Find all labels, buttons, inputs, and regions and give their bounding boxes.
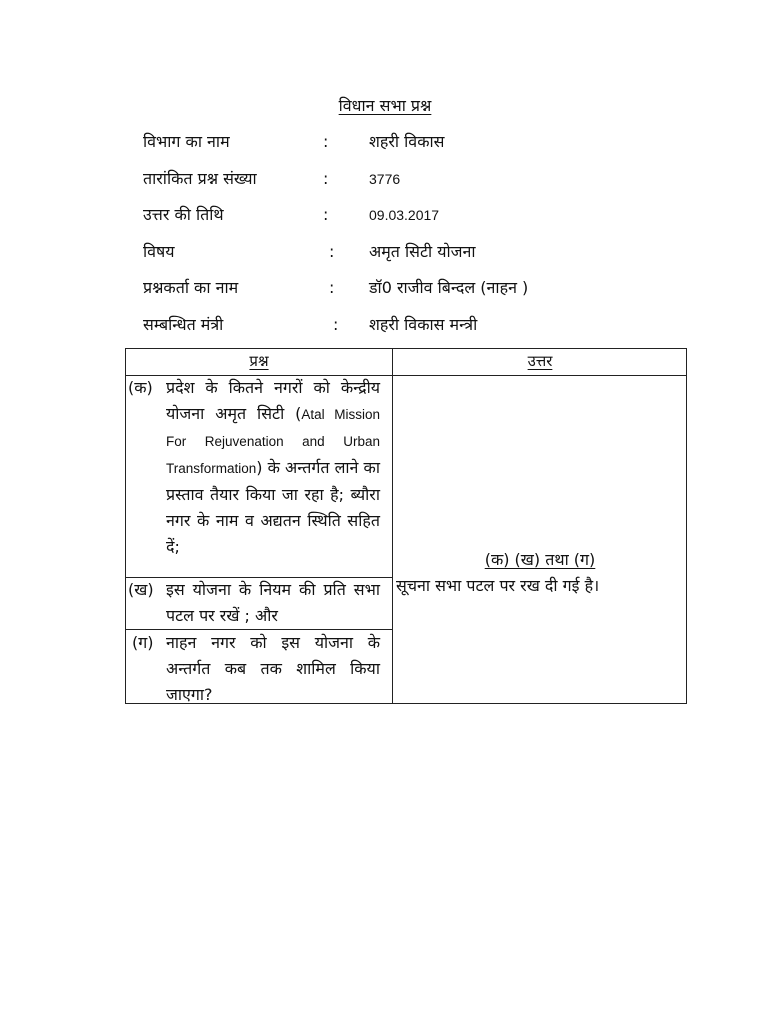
meta-value: अमृत सिटी योजना [369,241,476,261]
meta-colon: : [333,314,339,334]
answer-header: उत्तर [527,352,553,370]
meta-value: 3776 [369,170,401,187]
meta-label: तारांकित प्रश्न संख्या [143,168,257,188]
meta-label: विषय [143,241,175,261]
meta-colon: : [323,132,329,151]
question-text [166,375,380,560]
question-marker: (ग) [132,633,154,652]
meta-value: डॉ0 राजीव बिन्दल (नाहन ) [369,278,529,297]
question-text-part: प्रदेश के कितने नगरों को केन्द्रीय योजना अमृत सिटी ( [166,378,380,423]
question-text: इस योजना के नियम की प्रति सभा पटल पर रखें ; और [166,580,380,625]
meta-value: शहरी विकास मन्त्री [369,314,478,334]
document-title: विधान सभा प्रश्न [338,96,432,115]
answer-text: सूचना सभा पटल पर रख दी गई है। [396,576,600,595]
meta-colon: : [323,205,329,224]
meta-colon: : [323,168,329,188]
question-cell-ga [126,629,392,703]
question-text-part: ) के अन्तर्गत लाने का प्रस्ताव तैयार किया जा रहा है; ब्यौरा नगर के नाम व अद्यतन स्थिति सहित दें; [166,458,380,556]
meta-label: विभाग का नाम [143,132,230,151]
question-cell-kha [126,577,392,629]
meta-label: सम्बन्धित मंत्री [143,314,224,334]
column-divider [392,349,393,703]
qa-table [125,348,687,704]
question-text: नाहन नगर को इस योजना के अन्तर्गत कब तक शामिल किया जाएगा? [166,633,380,704]
question-cell-ka [126,375,392,577]
meta-value: शहरी विकास [369,132,445,151]
question-marker: (क) [128,378,153,397]
question-text-latin: Atal Mission For Rejuvenation and Urban Transformation [166,407,380,476]
answer-heading: (क) (ख) तथा (ग) [484,550,596,569]
meta-colon: : [329,278,335,297]
meta-label: उत्तर की तिथि [143,205,224,224]
question-marker: (ख) [128,580,154,599]
question-header: प्रश्न [249,352,269,370]
table-header-row [126,349,686,376]
meta-label: प्रश्नकर्ता का नाम [143,278,239,297]
meta-value: 09.03.2017 [369,207,440,223]
meta-colon: : [329,241,335,261]
